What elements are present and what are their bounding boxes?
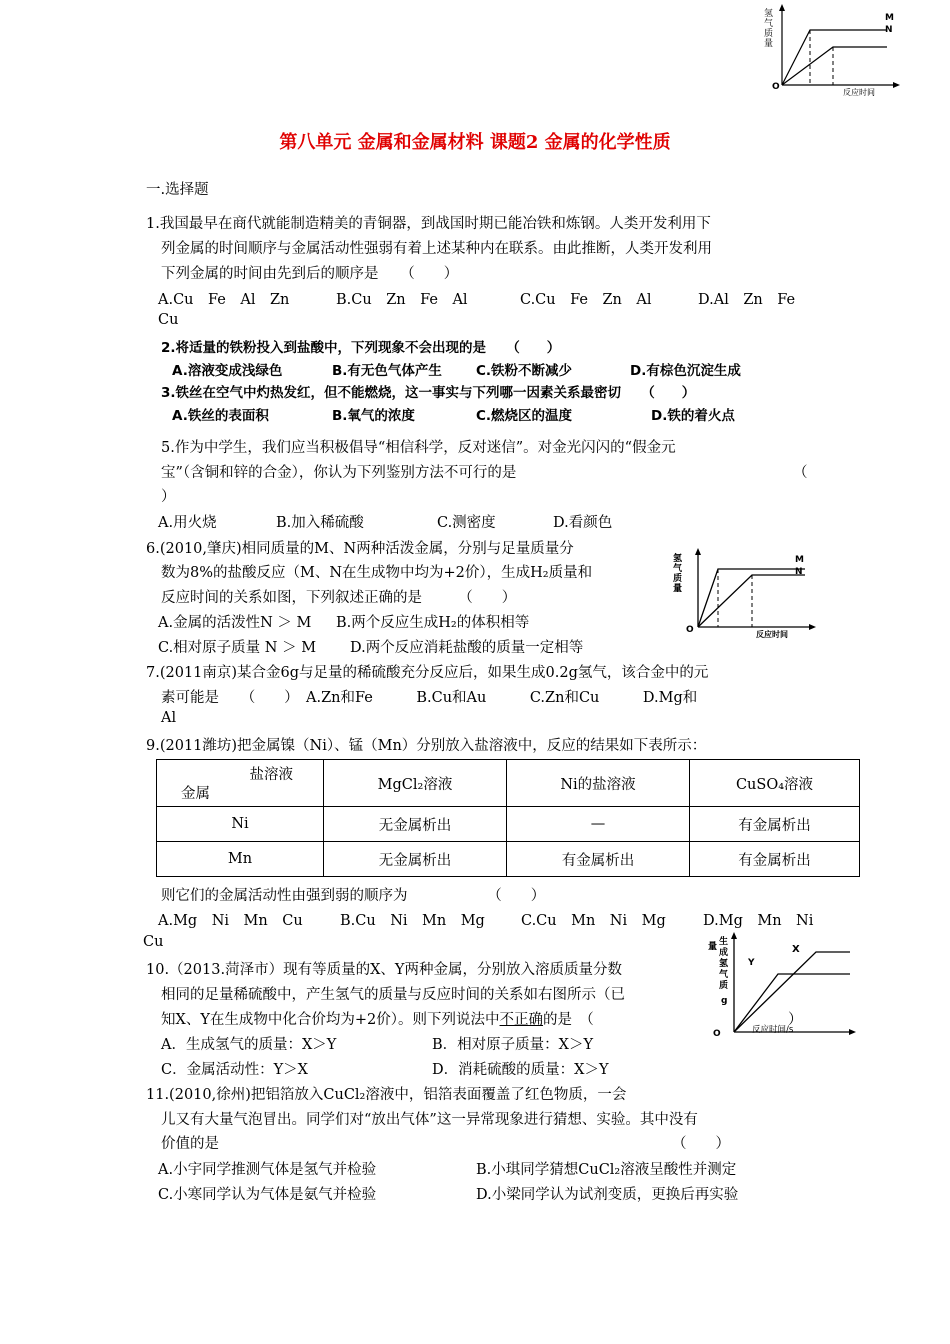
q9-option-d: D.Mg Mn Ni bbox=[703, 913, 814, 929]
q3-stem: 3.铁丝在空气中灼热发红，但不能燃烧，这一事实与下列哪一因素关系最密切 （ ） bbox=[161, 385, 696, 401]
top-graph-ylabel bbox=[764, 7, 773, 49]
q6-graph-ylabel bbox=[673, 552, 683, 594]
q5-option-b: B.加入稀硫酸 bbox=[276, 515, 364, 531]
top-graph-y-arrow bbox=[779, 4, 785, 11]
table-cell: 有金属析出 bbox=[507, 842, 690, 877]
table-cell-metal: Mn bbox=[157, 842, 324, 877]
q6-option-c: C.相对原子质量 N ＞ M bbox=[158, 640, 317, 656]
q1-option-a: A.Cu Fe Al Zn bbox=[158, 292, 290, 308]
q9-table bbox=[156, 759, 860, 877]
q6-graph-x-arrow bbox=[809, 624, 816, 630]
top-graph-label-m: M bbox=[885, 13, 894, 23]
q10-option-a: A．生成氢气的质量：X＞Y bbox=[161, 1037, 337, 1053]
q10-graph-xlabel: 反应时间/s bbox=[752, 1025, 794, 1035]
svg-text:量: 量 bbox=[764, 39, 774, 49]
q1-option-d: D.Al Zn Fe bbox=[698, 292, 796, 308]
svg-text:量: 量 bbox=[673, 584, 683, 594]
q10-option-c: C．金属活动性：Y＞X bbox=[161, 1062, 308, 1078]
top-graph-origin: O bbox=[772, 82, 780, 92]
q10-line3: 知X、Y在生成物中化合价均为+2价）。则下列说法中不正确的是 （ bbox=[161, 1012, 594, 1028]
q5-option-c: C.测密度 bbox=[437, 515, 496, 531]
q11-paren: （ ） bbox=[672, 1136, 730, 1152]
svg-text:g: g bbox=[721, 996, 728, 1006]
q1-option-b: B.Cu Zn Fe Al bbox=[336, 292, 468, 308]
q3-option-b: B.氧气的浓度 bbox=[332, 408, 415, 424]
q6-line1: 6.(2010,肇庆)相同质量的M、N两种活泼金属，分别与足量质量分 bbox=[146, 541, 574, 557]
q10-graph-ylabel bbox=[708, 935, 729, 1006]
table-header: MgCl₂溶液 bbox=[324, 760, 507, 807]
page-title: 第八单元 金属和金属材料 课题2 金属的化学性质 bbox=[279, 132, 671, 153]
top-graph bbox=[755, 2, 905, 97]
q9-option-c: C.Cu Mn Ni Mg bbox=[521, 913, 666, 929]
q10-graph-label-y: Y bbox=[748, 958, 755, 968]
svg-text:气: 气 bbox=[764, 19, 774, 29]
q6-option-b: B.两个反应生成H₂的体积相等 bbox=[336, 615, 530, 631]
q9-option-a: A.Mg Ni Mn Cu bbox=[158, 913, 303, 929]
q11-option-b: B.小琪同学猜想CuCl₂溶液呈酸性并测定 bbox=[476, 1162, 737, 1178]
q10-line2: 相同的足量稀硫酸中，产生氢气的质量与反应时间的关系如右图所示（已 bbox=[161, 987, 625, 1003]
q10-option-b: B．相对原子质量：X＞Y bbox=[432, 1037, 594, 1053]
q11-line1: 11.(2010,徐州)把铝箔放入CuCl₂溶液中，铝箔表面覆盖了红色物质，一会 bbox=[146, 1087, 627, 1103]
svg-text:生: 生 bbox=[719, 937, 729, 947]
q5-option-a: A.用火烧 bbox=[158, 515, 217, 531]
top-graph-line-n bbox=[782, 47, 887, 85]
svg-text:气: 气 bbox=[719, 970, 729, 980]
svg-text:气: 气 bbox=[673, 564, 683, 574]
table-cell: 有金属析出 bbox=[690, 807, 860, 842]
top-graph-label-n: N bbox=[885, 25, 893, 35]
q5-line1: 5.作为中学生，我们应当积极倡导“相信科学，反对迷信”。对金光闪闪的“假金元 bbox=[161, 440, 676, 456]
q10-graph-label-x: X bbox=[792, 944, 800, 955]
q1-option-d-cont: Cu bbox=[158, 312, 179, 328]
q11-option-c: C.小寒同学认为气体是氨气并检验 bbox=[158, 1187, 377, 1203]
q10-paren-close: ） bbox=[788, 1012, 803, 1028]
q7-line2: 素可能是 （ ） A.Zn和Fe B.Cu和Au C.Zn和Cu D.Mg和 bbox=[161, 690, 698, 706]
table-header: Ni的盐溶液 bbox=[507, 760, 690, 807]
q11-option-d: D.小梁同学认为试剂变质，更换后再实验 bbox=[476, 1187, 739, 1203]
q3-option-c: C.燃烧区的温度 bbox=[476, 408, 573, 424]
q1-line1: 1.我国最早在商代就能制造精美的青铜器，到战国时期已能冶铁和炼钢。人类开发利用下 bbox=[146, 216, 711, 232]
table-row bbox=[157, 807, 860, 842]
q5-paren-close: ） bbox=[161, 489, 176, 505]
table-corner-bottom: 金属 bbox=[181, 786, 210, 802]
q7-line1: 7.(2011南京)某合金6g与足量的稀硫酸充分反应后，如果生成0.2g氢气，该合金中的元 bbox=[146, 665, 709, 681]
q7-line3: Al bbox=[161, 710, 177, 726]
q9-option-d-cont: Cu bbox=[143, 934, 164, 950]
q1-option-c: C.Cu Fe Zn Al bbox=[520, 292, 652, 308]
table-cell: — bbox=[507, 807, 690, 842]
q2-option-a: A.溶液变成浅绿色 bbox=[172, 363, 283, 379]
svg-text:量: 量 bbox=[708, 942, 718, 952]
q6-option-d: D.两个反应消耗盐酸的质量一定相等 bbox=[350, 640, 584, 656]
q1-line2: 列金属的时间顺序与金属活动性强弱有着上述某种内在联系。由此推断，人类开发利用 bbox=[161, 241, 712, 257]
q6-graph-label-n: N bbox=[795, 567, 803, 577]
q10-graph-x-arrow bbox=[849, 1029, 856, 1035]
q6-graph bbox=[670, 545, 820, 642]
q10-line1: 10.（2013.菏泽市）现有等质量的X、Y两种金属，分别放入溶质质量分数 bbox=[146, 962, 622, 978]
q11-line2: 儿又有大量气泡冒出。同学们对“放出气体”这一异常现象进行猜想、实验。其中没有 bbox=[161, 1112, 698, 1128]
table-header-row bbox=[157, 760, 860, 807]
svg-text:质: 质 bbox=[764, 29, 774, 39]
q6-graph-xlabel: 反应时间 bbox=[756, 630, 788, 639]
q9-after: 则它们的金属活动性由强到弱的顺序为 （ ） bbox=[161, 888, 546, 904]
table-corner-top: 盐溶液 bbox=[249, 767, 293, 783]
svg-text:氢: 氢 bbox=[719, 959, 729, 969]
top-graph-xlabel: 反应时间 bbox=[843, 88, 875, 97]
table-cell: 无金属析出 bbox=[324, 842, 507, 877]
table-corner-cell bbox=[157, 760, 324, 807]
q5-option-d: D.看颜色 bbox=[553, 515, 613, 531]
q10-underlined: 不正确 bbox=[499, 1012, 544, 1028]
table-cell: 有金属析出 bbox=[690, 842, 860, 877]
svg-text:氢: 氢 bbox=[673, 554, 683, 564]
svg-text:质: 质 bbox=[719, 981, 729, 991]
q3-option-d: D.铁的着火点 bbox=[651, 408, 735, 424]
q2-option-c: C.铁粉不断减少 bbox=[476, 363, 573, 379]
table-row bbox=[157, 842, 860, 877]
q10-graph-origin: O bbox=[713, 1029, 721, 1039]
top-graph-line-m bbox=[782, 30, 887, 85]
q6-line2: 数为8%的盐酸反应（M、N在生成物中均为+2价），生成H₂质量和 bbox=[161, 565, 593, 581]
q6-graph-origin: O bbox=[686, 625, 694, 635]
q2-option-b: B.有无色气体产生 bbox=[332, 363, 442, 379]
table-cell: 无金属析出 bbox=[324, 807, 507, 842]
table-cell-metal: Ni bbox=[157, 807, 324, 842]
q2-option-d: D.有棕色沉淀生成 bbox=[630, 363, 741, 379]
q3-option-a: A.铁丝的表面积 bbox=[172, 408, 269, 424]
q10-graph-y-arrow bbox=[731, 932, 737, 939]
q1-line3: 下列金属的时间由先到后的顺序是 （ ） bbox=[161, 266, 459, 282]
q11-option-a: A.小宇同学推测气体是氢气并检验 bbox=[158, 1162, 377, 1178]
q10-graph bbox=[700, 928, 865, 1040]
q6-option-a: A.金属的活泼性N ＞ M bbox=[158, 615, 312, 631]
svg-text:氢: 氢 bbox=[764, 9, 774, 19]
q9-stem: 9.(2011潍坊)把金属镍（Ni）、锰（Mn）分别放入盐溶液中，反应的结果如下表所示： bbox=[146, 738, 707, 754]
q9-option-b: B.Cu Ni Mn Mg bbox=[340, 913, 485, 929]
top-graph-x-arrow bbox=[893, 82, 900, 88]
q6-graph-label-m: M bbox=[795, 555, 804, 565]
table-header: CuSO₄溶液 bbox=[690, 760, 860, 807]
q5-paren-open: （ bbox=[793, 465, 808, 481]
svg-text:质: 质 bbox=[673, 574, 683, 584]
q6-line3: 反应时间的关系如图，下列叙述正确的是 （ ） bbox=[161, 590, 517, 606]
q11-line3: 价值的是 bbox=[161, 1136, 219, 1152]
q6-graph-y-arrow bbox=[695, 548, 701, 555]
section-heading: 一.选择题 bbox=[146, 182, 209, 198]
q10-option-d: D．消耗硫酸的质量：X＞Y bbox=[432, 1062, 609, 1078]
q5-line2: 宝”（含铜和锌的合金），你认为下列鉴别方法不可行的是 bbox=[161, 465, 517, 481]
q2-stem: 2.将适量的铁粉投入到盐酸中，下列现象不会出现的是 （ ） bbox=[161, 340, 561, 356]
svg-text:成: 成 bbox=[719, 948, 729, 958]
